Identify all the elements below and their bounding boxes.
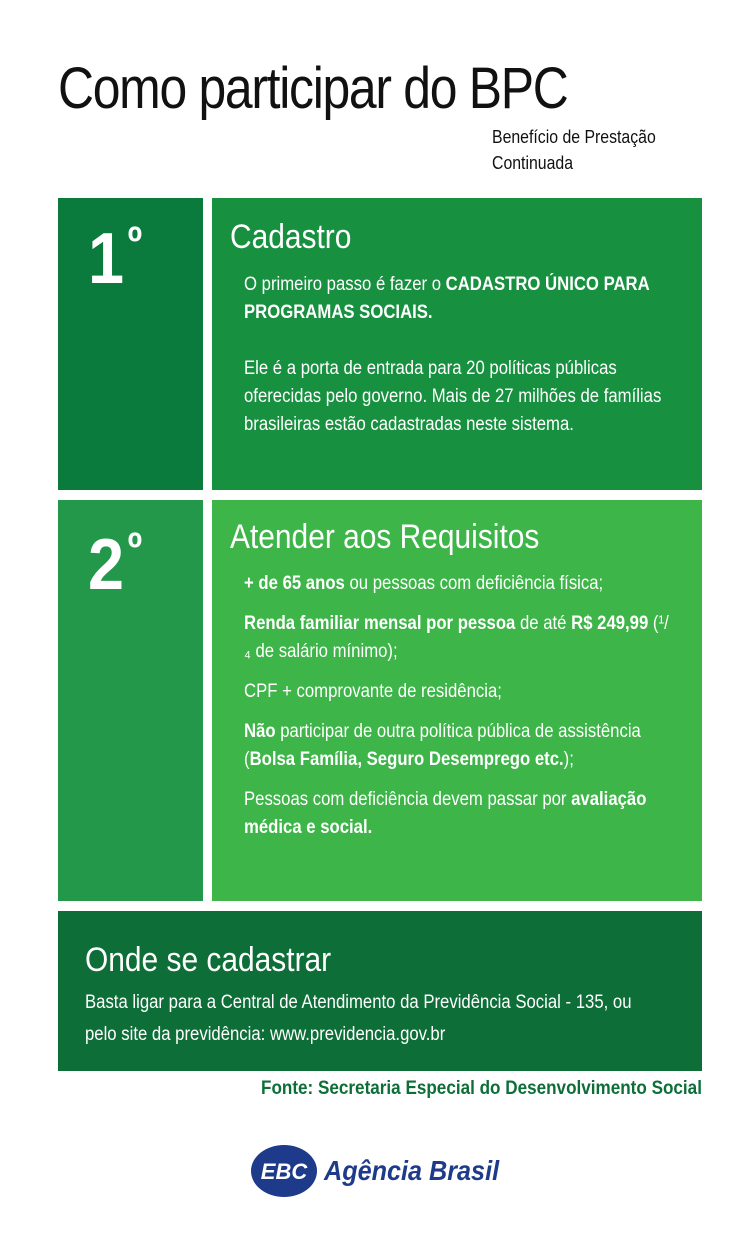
- step-1-body: [244, 271, 675, 439]
- where-text: Basta ligar para a Central de Atendimento da Previdência Social - 135, ou pelo site da previdência: www.previdencia.gov.br: [85, 992, 632, 1045]
- requirement-income-value: R$ 249,99: [571, 613, 649, 634]
- ebc-logo-icon: [250, 1143, 318, 1199]
- step-1-paragraph-2: Ele é a porta de entrada para 20 políticas públicas oferecidas pelo governo. Mais de 27 milhões de famílias brasileiras estão cadastradas neste sistema.: [244, 358, 662, 435]
- requirement-no-mid: participar de outra política pública de assistência (: [244, 721, 641, 770]
- requirement-income-bold: Renda familiar mensal por pessoa: [244, 613, 516, 634]
- subtitle-line-2: Continuada: [492, 153, 574, 173]
- step-1-digit: 1: [88, 219, 125, 299]
- step-2-number: [88, 524, 142, 606]
- page-subtitle: [492, 124, 656, 176]
- where-to-register-box: [58, 911, 702, 1071]
- step-2-ordinal: º: [127, 524, 143, 573]
- ebc-logo-text: EBC: [260, 1159, 308, 1184]
- agencia-brasil-wordmark: Agência Brasil: [324, 1155, 500, 1186]
- requirement-documents: CPF + comprovante de residência;: [244, 681, 502, 702]
- source-credit: Fonte: Secretaria Especial do Desenvolvimento Social: [261, 1078, 702, 1099]
- step-2-number-box: [58, 500, 203, 901]
- requirement-age-bold: + de 65 anos: [244, 573, 345, 594]
- requirement-income-text: (¹/₄ de salário mínimo);: [244, 613, 669, 662]
- step-1-p1-text: O primeiro passo é fazer o: [244, 274, 446, 295]
- requirement-age-text: ou pessoas com deficiência física;: [344, 573, 604, 594]
- page-title: Como participar do BPC: [58, 56, 568, 121]
- step-1-number: [88, 218, 142, 300]
- agencia-brasil-logo: [250, 1143, 519, 1199]
- step-1-heading: Cadastro: [230, 218, 352, 256]
- requirement-no-bold: Não: [244, 721, 276, 742]
- step-2-heading: Atender aos Requisitos: [230, 518, 540, 556]
- step-1-p1-bold: CADASTRO ÚNICO PARA PROGRAMAS SOCIAIS.: [244, 274, 650, 323]
- step-2-content-box: [212, 500, 702, 901]
- requirement-no-other-benefit: [244, 718, 675, 774]
- step-1-content-box: [212, 198, 702, 490]
- requirement-evaluation-text: Pessoas com deficiência devem passar por: [244, 789, 572, 810]
- step-1-number-box: [58, 198, 203, 490]
- step-1-paragraph-1: [244, 271, 675, 327]
- requirement-income-mid: de até: [515, 613, 572, 634]
- step-2-requirements: [244, 570, 675, 842]
- where-heading: Onde se cadastrar: [85, 941, 332, 979]
- requirement-evaluation: [244, 786, 675, 842]
- requirement-age: [244, 570, 675, 598]
- requirement-no-programs: Bolsa Família, Seguro Desemprego etc.: [249, 749, 564, 770]
- requirement-no-end: );: [563, 749, 574, 770]
- requirement-evaluation-bold: avaliação médica e social.: [244, 789, 647, 838]
- requirement-income: [244, 610, 675, 666]
- subtitle-line-1: Benefício de Prestação: [492, 127, 656, 147]
- step-1-ordinal: º: [127, 218, 143, 267]
- step-2-digit: 2: [88, 525, 125, 605]
